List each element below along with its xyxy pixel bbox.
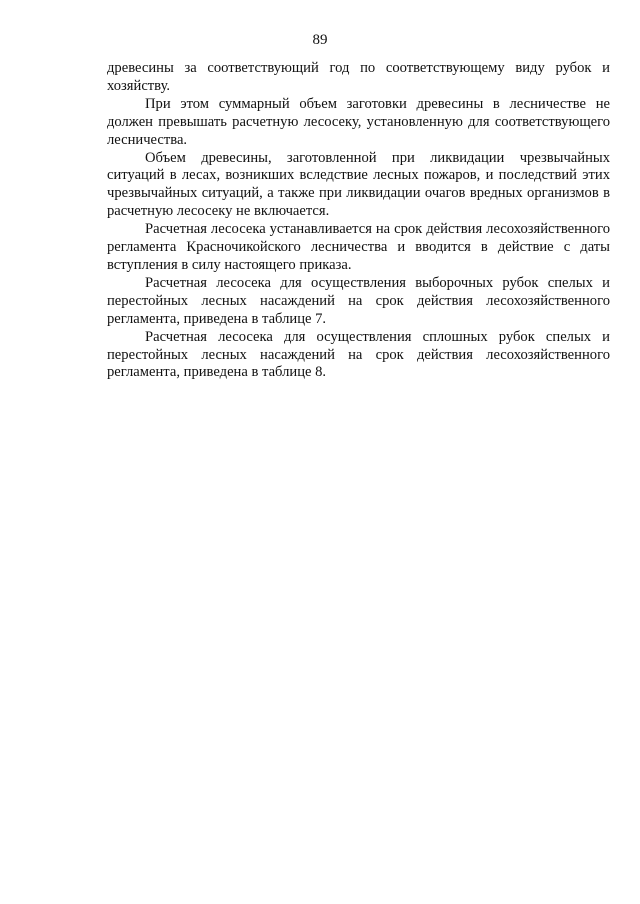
paragraph-cutting-area-term: Расчетная лесосека устанавливается на срок действия лесохозяйственного регламента Красночикойского лесничества и вводится в действие с даты вступления в силу настоящего приказа. — [107, 221, 610, 273]
paragraph-selective-cutting-table-ref: Расчетная лесосека для осуществления выборочных рубок спелых и перестойных лесных насаждений на срок действия лесохозяйственного регламента, приведена в таблице 7. — [107, 274, 610, 327]
paragraph-continuation: древесины за соответствующий год по соответствующему виду рубок и хозяйству. — [107, 60, 610, 94]
paragraph-emergency-wood-volume: Объем древесины, заготовленной при ликвидации чрезвычайных ситуаций в лесах, возникших вследствие лесных пожаров, и последствий этих чрезвычайных ситуаций, а также при ликвидации очагов вредных организмов в расчетную лесосеку не включается. — [107, 149, 610, 220]
paragraph-total-harvest-limit: При этом суммарный объем заготовки древесины в лесничестве не должен превышать расчетную лесосеку, установленную для соответствующего лесничества. — [107, 95, 610, 148]
paragraph-clear-cutting-table-ref: Расчетная лесосека для осуществления сплошных рубок спелых и перестойных лесных насаждений на срок действия лесохозяйственного регламента, приведена в таблице 8. — [107, 328, 610, 381]
body-text — [107, 60, 610, 382]
page-number: 89 — [312, 32, 328, 48]
